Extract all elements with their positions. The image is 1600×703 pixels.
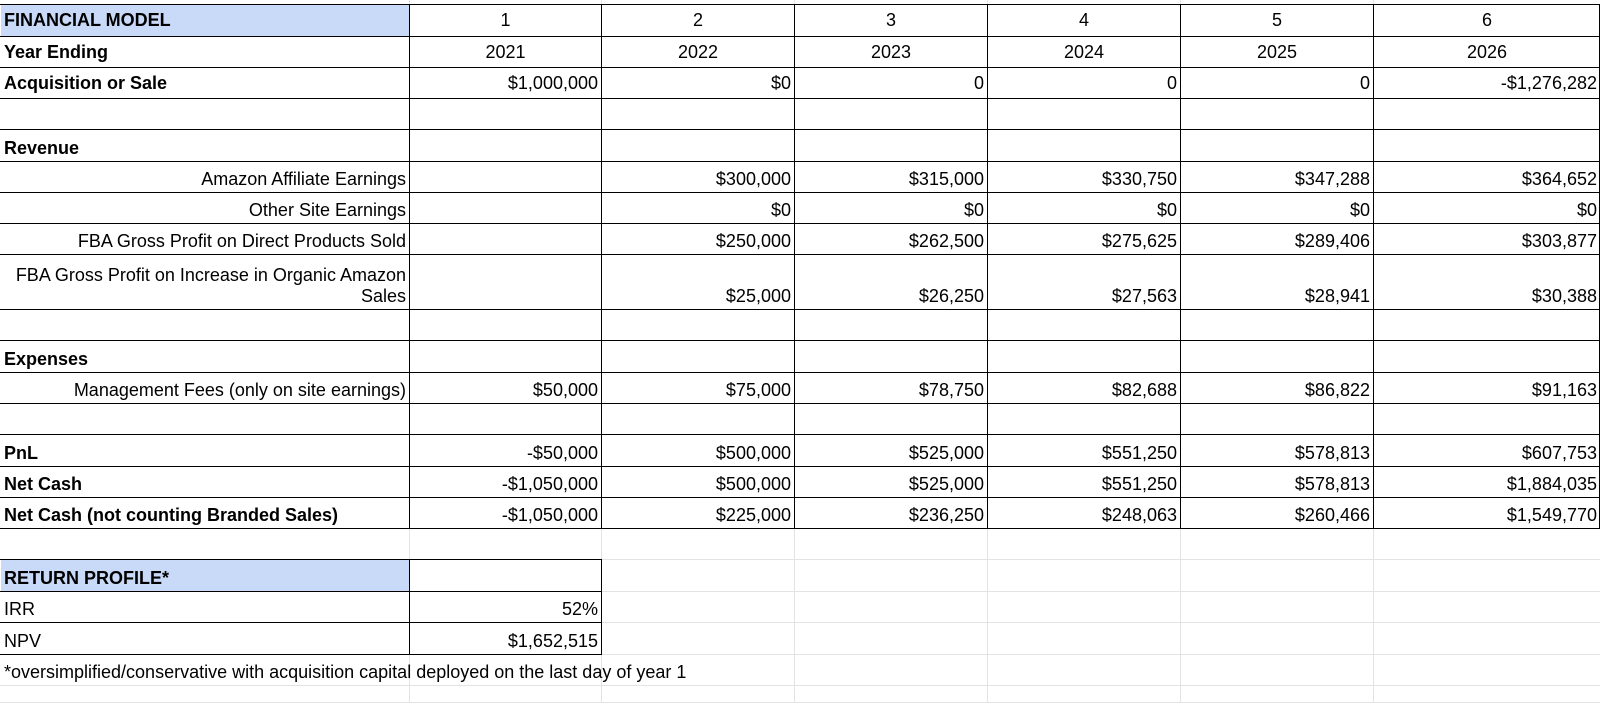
cell-border (0, 434, 1600, 435)
summary-value[interactable]: $551,250 (1101, 443, 1177, 463)
expense-value[interactable]: $50,000 (532, 380, 598, 400)
model-title[interactable]: FINANCIAL MODEL (1, 5, 409, 36)
cell-border (0, 528, 1600, 529)
acquisition-value[interactable]: 0 (1166, 72, 1177, 93)
revenue-value[interactable]: $0 (1156, 200, 1177, 220)
cell-border (0, 36, 1600, 37)
revenue-value[interactable]: $26,250 (918, 286, 984, 306)
cell-border (0, 223, 1600, 224)
revenue-row-label[interactable]: FBA Gross Profit on Increase in Organic Amazon Sales (15, 265, 406, 306)
summary-value[interactable]: $551,250 (1101, 474, 1177, 494)
return-profile-value[interactable]: $1,652,515 (507, 631, 598, 651)
expense-value[interactable]: $86,822 (1304, 380, 1370, 400)
cell-border (0, 161, 1600, 162)
cell-border (0, 497, 1600, 498)
acquisition-label[interactable]: Acquisition or Sale (4, 72, 168, 93)
cell-border (0, 591, 602, 592)
cell-border (0, 559, 602, 560)
revenue-value[interactable] (410, 255, 601, 309)
cell-border (0, 466, 1600, 467)
acquisition-value[interactable]: -$1,276,282 (1500, 72, 1597, 93)
revenue-value[interactable]: $0 (770, 200, 791, 220)
revenue-value[interactable]: $262,500 (908, 231, 984, 251)
period-number[interactable]: 3 (885, 10, 896, 30)
expenses-label[interactable]: Expenses (4, 349, 89, 369)
expense-value[interactable]: $91,163 (1531, 380, 1597, 400)
summary-row-label[interactable]: PnL (4, 443, 38, 463)
cell-border (1180, 4, 1181, 529)
cell-border (0, 309, 1600, 310)
summary-value[interactable]: $260,466 (1294, 505, 1370, 525)
revenue-value[interactable]: $289,406 (1294, 231, 1370, 251)
return-profile-label[interactable]: NPV (4, 631, 42, 651)
summary-row-label[interactable]: Net Cash (4, 474, 83, 494)
summary-row-label[interactable]: Net Cash (not counting Branded Sales) (4, 505, 339, 525)
period-number[interactable]: 5 (1271, 10, 1282, 30)
cell-border (0, 129, 1600, 130)
summary-value[interactable]: -$50,000 (526, 443, 598, 463)
revenue-row-label[interactable]: Other Site Earnings (248, 200, 406, 220)
summary-value[interactable]: -$1,050,000 (501, 505, 598, 525)
cell-border (1373, 4, 1374, 529)
cell-border (0, 4, 1600, 5)
revenue-value[interactable]: $300,000 (715, 169, 791, 189)
cell-border (0, 254, 1600, 255)
summary-value[interactable]: $236,250 (908, 505, 984, 525)
revenue-value[interactable] (410, 193, 601, 223)
acquisition-value[interactable]: 0 (973, 72, 984, 93)
footnote[interactable]: *oversimplified/conservative with acquisition capital deployed on the last day of year 1 (4, 662, 687, 682)
expense-value[interactable]: $75,000 (725, 380, 791, 400)
revenue-value[interactable]: $27,563 (1111, 286, 1177, 306)
expense-value[interactable]: $78,750 (918, 380, 984, 400)
period-number[interactable]: 1 (500, 10, 511, 30)
cell-border (0, 98, 1600, 99)
summary-value[interactable]: $578,813 (1294, 443, 1370, 463)
revenue-value[interactable]: $0 (1576, 200, 1597, 220)
cell-border (0, 622, 602, 623)
summary-value[interactable]: $607,753 (1521, 443, 1597, 463)
revenue-value[interactable]: $250,000 (715, 231, 791, 251)
year-value[interactable]: 2025 (1256, 41, 1298, 62)
summary-value[interactable]: $500,000 (715, 443, 791, 463)
summary-value[interactable]: -$1,050,000 (501, 474, 598, 494)
cell-border (794, 4, 795, 529)
cell-border (0, 372, 1600, 373)
cell-border (0, 340, 1600, 341)
summary-value[interactable]: $1,884,035 (1506, 474, 1597, 494)
cell-border (0, 192, 1600, 193)
cell-border (987, 4, 988, 529)
period-number[interactable]: 4 (1078, 10, 1089, 30)
year-value[interactable]: 2024 (1063, 41, 1105, 62)
revenue-row-label[interactable]: FBA Gross Profit on Direct Products Sold (77, 231, 406, 251)
period-number[interactable]: 2 (692, 10, 703, 30)
revenue-value[interactable] (410, 162, 601, 192)
cell-border (409, 559, 410, 655)
revenue-value[interactable] (410, 224, 601, 254)
cell-border (409, 4, 410, 529)
summary-value[interactable]: $1,549,770 (1506, 505, 1597, 525)
revenue-value[interactable]: $0 (1349, 200, 1370, 220)
acquisition-value[interactable]: $0 (770, 72, 791, 93)
revenue-value[interactable]: $315,000 (908, 169, 984, 189)
expense-value[interactable]: $82,688 (1111, 380, 1177, 400)
revenue-value[interactable]: $330,750 (1101, 169, 1177, 189)
year-value[interactable]: 2021 (485, 41, 526, 62)
summary-value[interactable]: $500,000 (715, 474, 791, 494)
period-number[interactable]: 6 (1481, 10, 1492, 30)
revenue-value[interactable]: $30,388 (1531, 286, 1597, 306)
revenue-row-label[interactable]: Amazon Affiliate Earnings (201, 169, 406, 189)
revenue-label[interactable]: Revenue (4, 138, 80, 158)
return-profile-value[interactable]: 52% (561, 599, 598, 619)
revenue-value[interactable]: $347,288 (1294, 169, 1370, 189)
summary-value[interactable]: $225,000 (715, 505, 791, 525)
return-profile-label[interactable]: IRR (4, 599, 35, 619)
revenue-value[interactable]: $303,877 (1521, 231, 1597, 251)
revenue-value[interactable]: $364,652 (1521, 169, 1597, 189)
cell-border (0, 403, 1600, 404)
revenue-value[interactable]: $0 (963, 200, 984, 220)
year-value[interactable]: 2023 (870, 41, 912, 62)
revenue-value[interactable]: $25,000 (725, 286, 791, 306)
cell-border (601, 4, 602, 529)
year-ending-label[interactable]: Year Ending (4, 41, 109, 62)
return-profile-title[interactable]: RETURN PROFILE* (1, 560, 409, 591)
cell-border (601, 559, 602, 655)
acquisition-value[interactable]: $1,000,000 (507, 72, 598, 93)
year-value[interactable]: 2026 (1466, 41, 1508, 62)
gridline-horizontal (0, 685, 1600, 686)
year-value[interactable]: 2022 (677, 41, 719, 62)
revenue-value[interactable]: $28,941 (1304, 286, 1370, 306)
revenue-value[interactable]: $275,625 (1101, 231, 1177, 251)
cell-border (0, 67, 1600, 68)
acquisition-value[interactable]: 0 (1359, 72, 1370, 93)
expense-row-label[interactable]: Management Fees (only on site earnings) (73, 380, 406, 400)
summary-value[interactable]: $525,000 (908, 443, 984, 463)
summary-value[interactable]: $248,063 (1101, 505, 1177, 525)
summary-value[interactable]: $525,000 (908, 474, 984, 494)
summary-value[interactable]: $578,813 (1294, 474, 1370, 494)
